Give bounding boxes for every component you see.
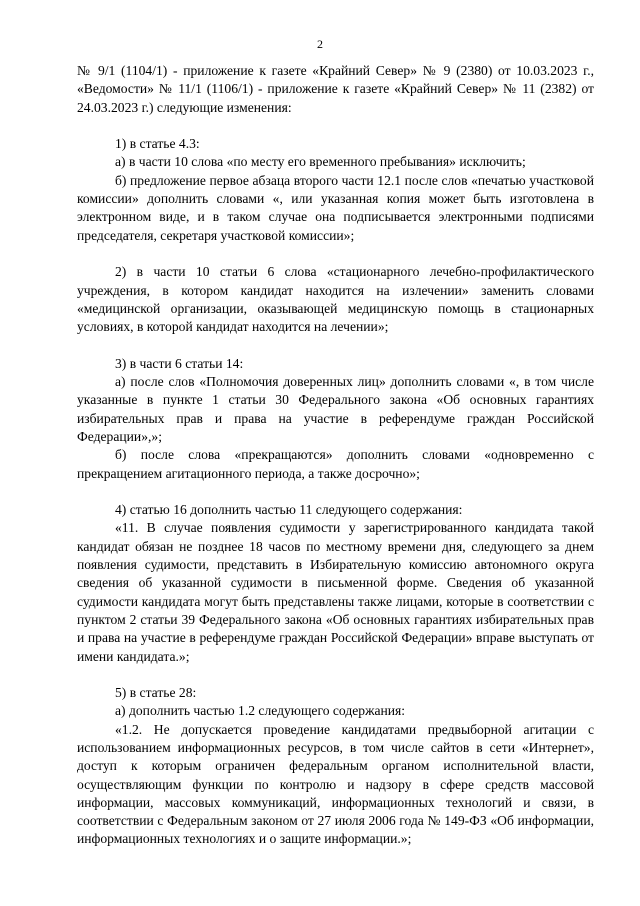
page-number: 2 bbox=[317, 37, 323, 51]
paragraph-item-1a: а) в части 10 слова «по месту его временного пребывания» исключить; bbox=[115, 154, 526, 170]
paragraph-item-5a-text: «1.2. Не допускается проведение кандидатами предвыборной агитации с использованием информационных ресурсов, в том числе сайтов в сети «Интернет», доступ к которым ограничен федеральным органом исполнительной власти, осуществляющим функции по контролю и надзору в сфере средств массовой информации, массовых коммуникаций, информационных технологий и связи, в соответствии с Федеральным законом от 27 июля 2006 года № 149-ФЗ «Об информации, информационных технологиях и о защите информации.»; bbox=[77, 721, 594, 847]
paragraph-item-3a: а) после слов «Полномочия доверенных лиц» дополнить словами «, в том числе указанные в пункте 1 статьи 30 Федерального закона «Об основных гарантиях избирательных прав и права на участие в референдуме граждан Российской Федерации»,»; bbox=[77, 374, 594, 444]
paragraph-item-1-heading: 1) в статье 4.3: bbox=[115, 136, 200, 152]
paragraph-item-3-heading: 3) в части 6 статьи 14: bbox=[115, 355, 244, 371]
paragraph-item-4-text: «11. В случае появления судимости у зарегистрированного кандидата такой кандидат обязан не позднее 18 часов по местному времени дня, следующего за днем появления судимости, представить в Избирательную комиссию автономного округа сведения об указанной судимости в письменной форме. Сведения об указанной судимости кандидата могут быть представлены также лицами, которые в соответствии с пунктом 2 статьи 39 Федерального закона «Об основных гарантиях избирательных прав и права на участие в референдуме граждан Российской Федерации» вправе выступать от имени кандидата.»; bbox=[77, 520, 594, 664]
paragraph-item-5-heading: 5) в статье 28: bbox=[115, 685, 197, 701]
paragraph-item-3b: б) после слова «прекращаются» дополнить словами «одновременно с прекращением агитационного периода, а также досрочно»; bbox=[77, 447, 594, 481]
paragraph-item-5a: а) дополнить частью 1.2 следующего содержания: bbox=[115, 703, 406, 719]
document-body bbox=[77, 62, 594, 849]
paragraph-intro-continuation: № 9/1 (1104/1) - приложение к газете «Крайний Север» № 9 (2380) от 10.03.2023 г., «Ведомости» № 11/1 (1106/1) - приложение к газете «Крайний Север» № 11 (2382) от 24.03.2023 г.) следующие изменения: bbox=[77, 63, 594, 115]
paragraph-item-4-heading: 4) статью 16 дополнить частью 11 следующего содержания: bbox=[115, 502, 463, 518]
paragraph-item-2: 2) в части 10 статьи 6 слова «стационарного лечебно-профилактического учреждения, в котором кандидат находится на излечении» заменить словами «медицинской организации, оказывающей медицинскую помощь в стационарных условиях, в которой кандидат находится на лечении»; bbox=[77, 264, 594, 335]
paragraph-item-1b: б) предложение первое абзаца второго части 12.1 после слов «печатью участковой комиссии» дополнить словами «, или указанная копия может быть изготовлена в электронном виде, и в таком случае она подписывается электронными подписями председателя, секретаря участковой комиссии»; bbox=[77, 172, 594, 243]
